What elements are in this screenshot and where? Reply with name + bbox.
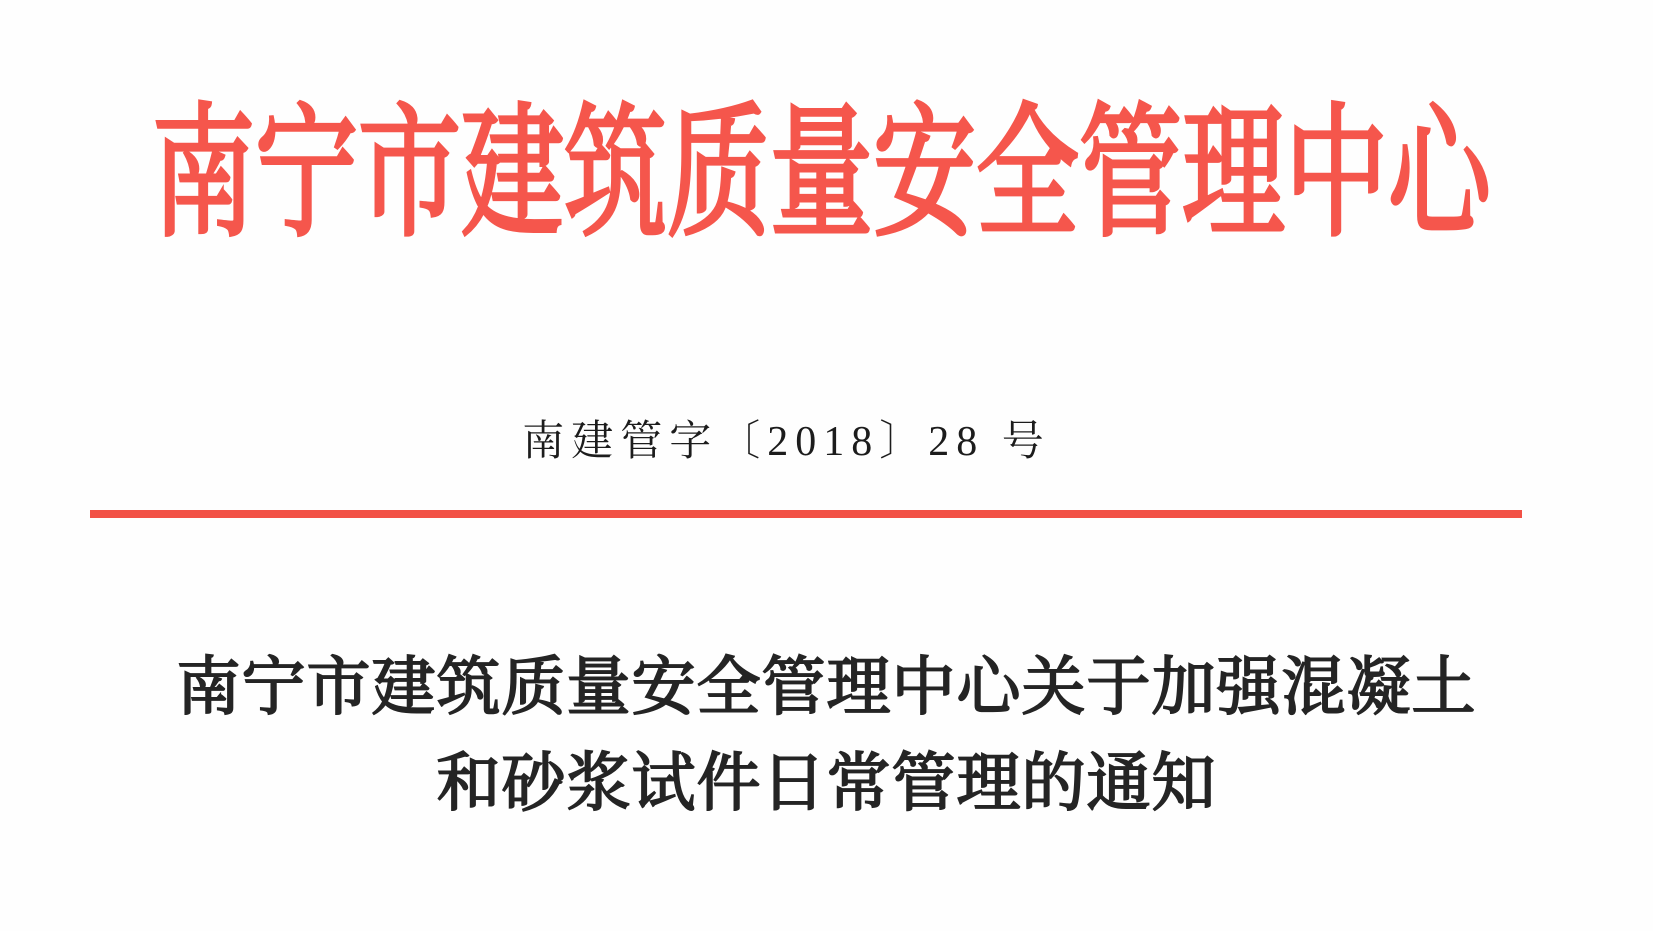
document-title — [0, 640, 1653, 832]
red-divider-rule — [90, 510, 1522, 518]
letterhead-title: 南宁市建筑质量安全管理中心 — [152, 95, 1491, 256]
document-title-line-2: 和砂浆试件日常管理的通知 — [436, 748, 1217, 819]
document-number: 南建管字〔2018〕28 号 — [522, 419, 1051, 465]
document-title-line-1: 南宁市建筑质量安全管理中心关于加强混凝土 — [176, 652, 1477, 723]
